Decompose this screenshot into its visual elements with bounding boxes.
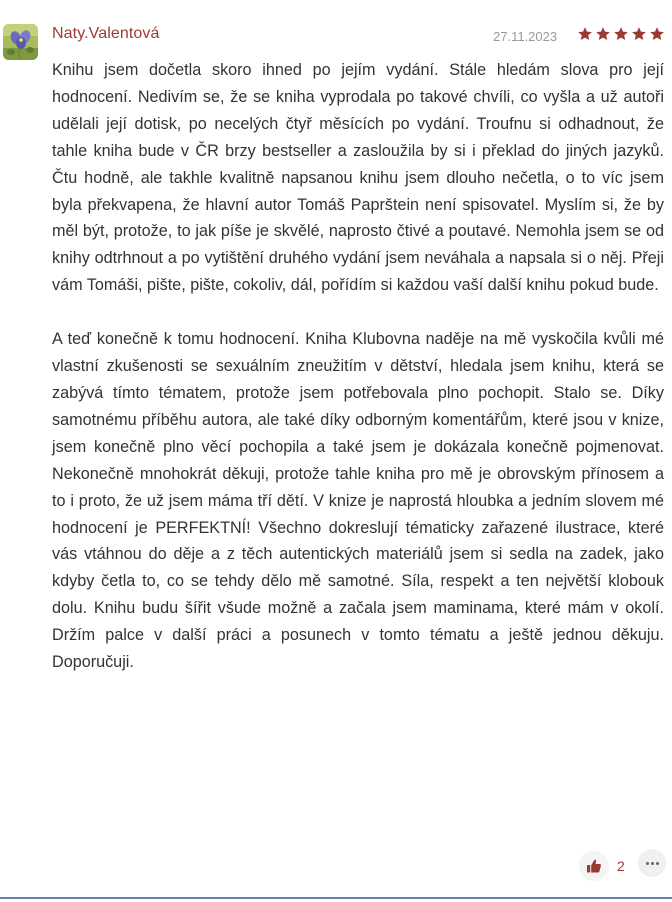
star-icon [577,26,593,42]
review-actions [0,846,672,886]
more-options-icon [651,862,654,865]
review-body [52,57,664,676]
like-count: 2 [617,858,625,874]
review-date: 27.11.2023 [493,29,558,44]
star-rating [577,26,665,42]
more-options-button[interactable] [638,849,666,877]
thumbs-up-icon [586,858,602,874]
like-button[interactable] [579,851,609,881]
avatar-flower-icon [3,24,38,60]
review-author[interactable]: Naty.Valentová [52,25,160,42]
more-options-icon [656,862,659,865]
review-paragraph: Knihu jsem dočetla skoro ihned po jejím vydání. Stále hledám slova pro její hodnocení. Nedivím se, že se kniha vyprodala po takové chvíli, co vyšla a už autoři udělali její dotisk, po necelých čtyř měsících po vydání. Troufnu si odhadnout, že tahle kniha bude v ČR brzy bestseller a zasloužila by si i překlad do jiných jazyků. Čtu hodně, ale takhle kvalitně napsanou knihu jsem dlouho nečetla, o to víc jsem byla překvapena, že hlavní autor Tomáš Paprštein není spisovatel. Myslím si, že by měl být, protože, to jak píše je skvělé, naprosto čtivé a poutavé. Nemohla jsem se od knihy odtrhnout a po vytištění druhého vydání jsem neváhala a napsala si o něj. Přeji vám Tomáši, pište, pište, cokoliv, dál, pořídím si každou vaší další knihu pokud bude. [52,61,664,295]
divider [0,897,672,899]
review-paragraph: A teď konečně k tomu hodnocení. Kniha Klubovna naděje na mě vyskočila kvůli mé vlastní zkušenosti se sexuálním zneužitím v dětství, hledala jsem knihu, která se zabývá tímto tématem, protože jsem potřebovala plno pochopit. Stalo se. Díky samotnému příběhu autora, ale také díky odborným komentářům, které jsou v knize, jsem konečně plno věcí pochopila a také jsem je dokázala konečně pojmenovat. Nekonečně mnohokrát děkuji, protože tahle kniha pro mě je obrovským přínosem a to i proto, že už jsem máma tří dětí. V knize je naprostá hloubka a jedním slovem mé hodnocení je PERFEKTNÍ! Všechno dokreslují tématicky zařazené ilustrace, které vás vtáhnou do děje a z těch autentických materiálů jsem si sedla na zadek, jako kdyby četla to, co se tehdy dělo mě samotné. Síla, respekt a ten největší klobouk dolu. Knihu budu šířit všude možně a začala jsem maminama, které mám v okolí. Držím palce v další práci a posunech v tomto tématu a ještě jednou děkuju. Doporučuji. [52,330,664,672]
star-icon [631,26,647,42]
star-icon [649,26,665,42]
star-icon [613,26,629,42]
avatar[interactable] [3,24,38,60]
more-options-icon [646,862,649,865]
star-icon [595,26,611,42]
